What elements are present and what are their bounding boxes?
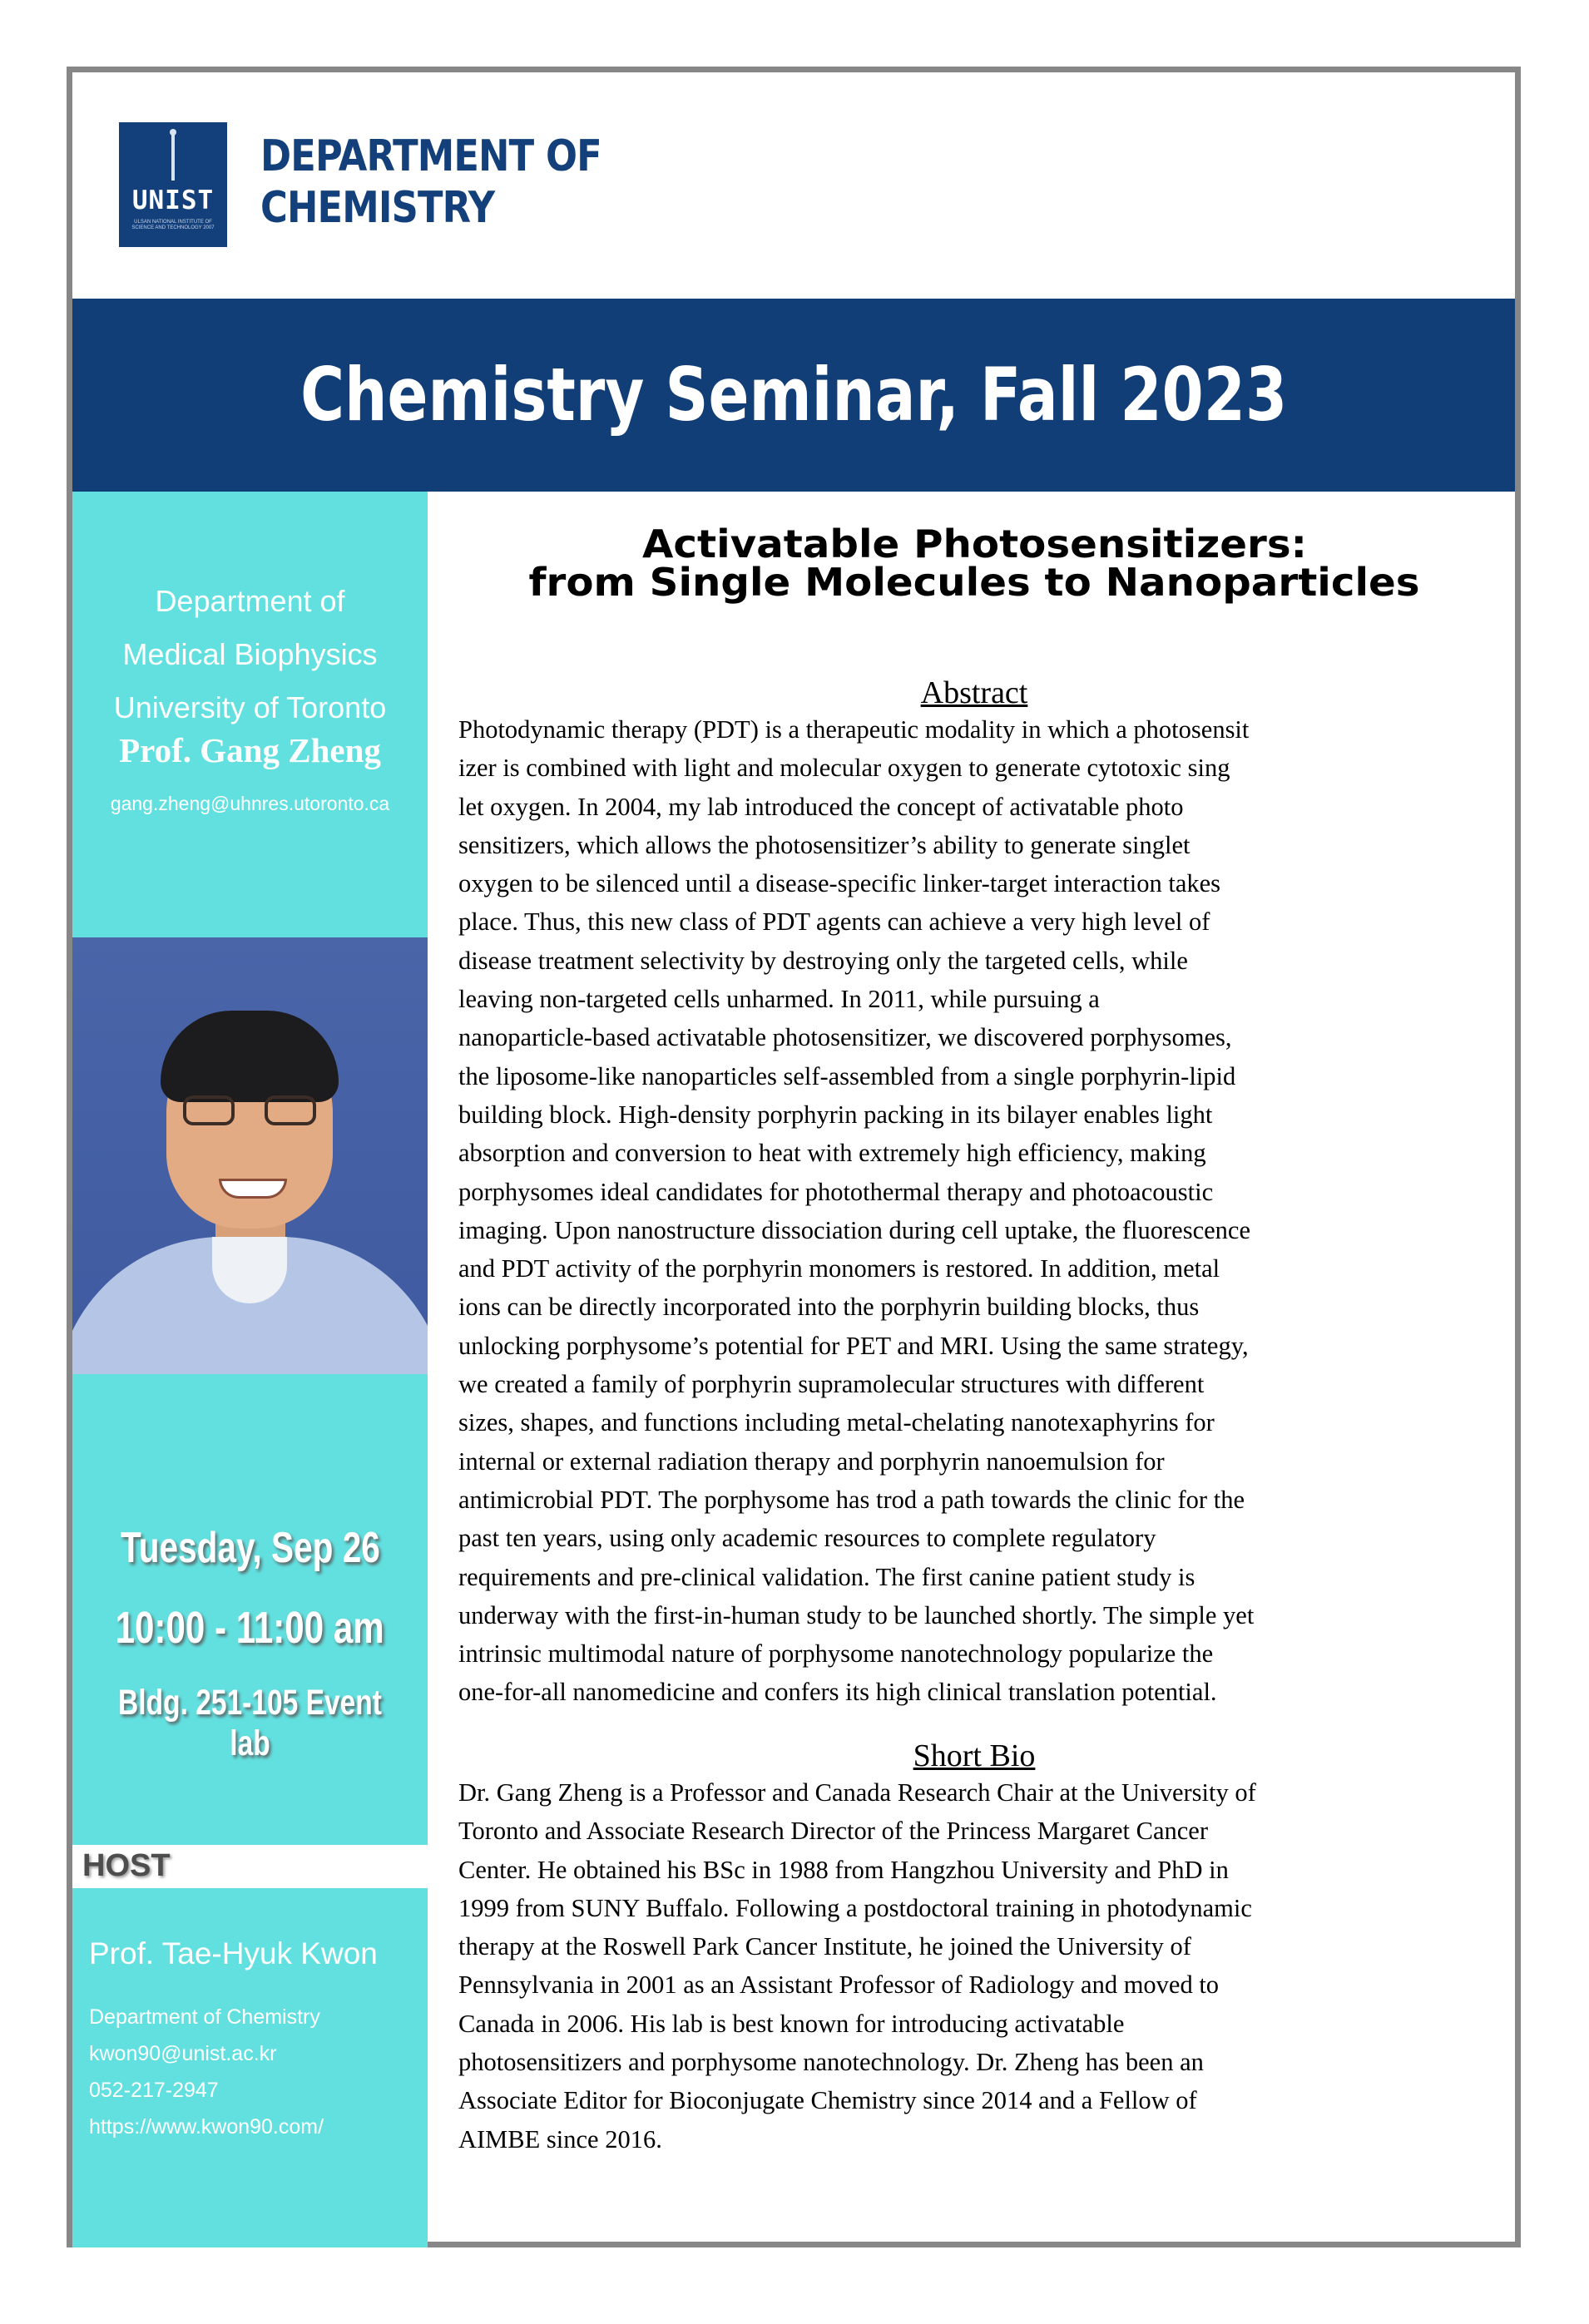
abstract-line: unlocking porphysome’s potential for PET and MRI. Using the same strategy, — [458, 1331, 1249, 1360]
bio-line: Center. He obtained his BSc in 1988 from Hangzhou University and PhD in — [458, 1855, 1229, 1884]
abstract-line: past ten years, using only academic resources to complete regulatory — [458, 1524, 1156, 1553]
unist-logo — [119, 122, 227, 247]
host-department: Department of Chemistry — [89, 2005, 320, 2029]
speaker-name: Prof. Gang Zheng — [119, 731, 381, 769]
bio-line: photosensitizers and porphysome nanotechnology. Dr. Zheng has been an — [458, 2048, 1204, 2077]
speaker-email: gang.zheng@uhnres.utoronto.ca — [110, 793, 390, 814]
abstract-line: porphysomes ideal candidates for photothermal therapy and photoacoustic — [458, 1177, 1214, 1206]
bio-line: Canada in 2006. His lab is best known for introducing activatable — [458, 2009, 1125, 2038]
bio-body — [458, 1773, 1507, 2158]
event-location-text: Bldg. 251-105 Event lab — [118, 1683, 382, 1763]
affiliation-line1: Department of — [155, 584, 345, 618]
main-content — [428, 492, 1521, 2247]
abstract-line: ions can be directly incorporated into the porphyrin building blocks, thus — [458, 1293, 1200, 1322]
host-website[interactable]: https://www.kwon90.com/ — [89, 2115, 324, 2139]
abstract-heading: Abstract — [920, 675, 1028, 710]
poster-header — [72, 72, 1515, 299]
abstract-line: internal or external radiation therapy and porphyrin nanoemulsion for — [458, 1446, 1165, 1476]
abstract-line: oxygen to be silenced until a disease-specific linker-target interaction takes — [458, 869, 1221, 898]
abstract-line: Photodynamic therapy (PDT) is a therapeutic modality in which a photosensit — [458, 715, 1250, 744]
abstract-line: one-for-all nanomedicine and confers its high clinical translation potential. — [458, 1678, 1217, 1707]
photo-smile — [219, 1179, 287, 1199]
host-phone: 052-217-2947 — [89, 2079, 219, 2102]
abstract-line: underway with the first-in-human study to be launched shortly. The simple yet — [458, 1600, 1255, 1629]
talk-title — [428, 522, 1521, 605]
abstract-line: the liposome-like nanoparticles self-assembled from a single porphyrin-lipid — [458, 1061, 1236, 1090]
talk-title-line1: Activatable Photosensitizers: — [641, 522, 1307, 566]
host-email: kwon90@unist.ac.kr — [89, 2042, 277, 2065]
info-sidebar — [72, 492, 428, 2247]
abstract-line: intrinsic multimodal nature of porphysome nanotechnology popularize the — [458, 1639, 1214, 1669]
bio-line: AIMBE since 2016. — [458, 2124, 662, 2153]
event-time-text: 10:00 - 11:00 am — [115, 1603, 385, 1653]
host-label: HOST — [82, 1848, 171, 1883]
talk-title-line2: from Single Molecules to Nanoparticles — [528, 560, 1420, 605]
bio-line: Pennsylvania in 2001 as an Assistant Professor of Radiology and moved to — [458, 1970, 1220, 2000]
bio-heading: Short Bio — [913, 1738, 1036, 1773]
abstract-line: leaving non-targeted cells unharmed. In 2011, while pursuing a — [458, 985, 1100, 1014]
affiliation-line2: Medical Biophysics — [122, 637, 378, 671]
photo-hair — [161, 1011, 339, 1102]
abstract-line: disease treatment selectivity by destroying only the targeted cells, while — [458, 946, 1188, 975]
department-title — [260, 131, 601, 234]
event-time — [72, 1602, 428, 1654]
poster-frame — [67, 67, 1521, 2247]
photo-glasses — [183, 1095, 316, 1129]
abstract-line: absorption and conversion to heat with extremely high efficiency, making — [458, 1139, 1206, 1168]
abstract-line: requirements and pre-clinical validation. The first canine patient study is — [458, 1562, 1195, 1591]
abstract-line: sizes, shapes, and functions including metal-chelating nanotexaphyrins for — [458, 1408, 1215, 1437]
logo-wordmark: UNIST — [131, 185, 215, 215]
seminar-banner — [72, 299, 1515, 492]
abstract-line: building block. High-density porphyrin packing in its bilayer enables light — [458, 1100, 1213, 1129]
affiliation-line3: University of Toronto — [113, 690, 387, 724]
bio-line: Dr. Gang Zheng is a Professor and Canada Research Chair at the University of — [458, 1778, 1256, 1807]
abstract-body — [458, 710, 1507, 1712]
speaker-affiliation — [72, 575, 428, 734]
abstract-line: sensitizers, which allows the photosensitizer’s ability to generate singlet — [458, 830, 1191, 859]
abstract-line: place. Thus, this new class of PDT agents can achieve a very high level of — [458, 907, 1210, 937]
abstract-line: antimicrobial PDT. The porphysome has trod a path towards the clinic for the — [458, 1485, 1245, 1514]
bio-line: Associate Editor for Bioconjugate Chemistry since 2014 and a Fellow of — [458, 2086, 1197, 2115]
abstract-line: let oxygen. In 2004, my lab introduced the concept of activatable photo — [458, 792, 1184, 821]
host-label-bar — [72, 1845, 428, 1888]
logo-stem-icon — [171, 134, 175, 180]
event-date-text: Tuesday, Sep 26 — [120, 1524, 380, 1572]
abstract-line: and PDT activity of the porphyrin monomers is restored. In addition, metal — [458, 1254, 1220, 1283]
speaker-photo — [72, 937, 428, 1374]
department-title-line2: CHEMISTRY — [260, 183, 495, 233]
banner-title-text: Chemistry Seminar, Fall 2023 — [299, 352, 1287, 438]
abstract-line: we created a family of porphyrin supramolecular structures with different — [458, 1370, 1205, 1399]
host-name: Prof. Tae-Hyuk Kwon — [89, 1936, 378, 1970]
bio-line: Toronto and Associate Research Director of the Princess Margaret Cancer — [458, 1817, 1208, 1846]
event-location — [72, 1683, 428, 1764]
bio-line: 1999 from SUNY Buffalo. Following a postdoctoral training in photodynamic — [458, 1893, 1252, 1922]
abstract-line: izer is combined with light and molecular oxygen to generate cytotoxic sing — [458, 754, 1230, 783]
abstract-line: nanoparticle-based activatable photosensitizer, we discovered porphysomes, — [458, 1023, 1232, 1052]
department-title-line1: DEPARTMENT OF — [260, 131, 601, 181]
event-date — [72, 1523, 428, 1573]
banner-title — [72, 299, 1515, 492]
abstract-line: imaging. Upon nanostructure dissociation during cell uptake, the fluorescence — [458, 1215, 1250, 1244]
bio-line: therapy at the Roswell Park Cancer Institute, he joined the University of — [458, 1932, 1191, 1961]
logo-subtext: ULSAN NATIONAL INSTITUTE OF SCIENCE AND TECHNOLOGY 2007 — [131, 220, 215, 230]
